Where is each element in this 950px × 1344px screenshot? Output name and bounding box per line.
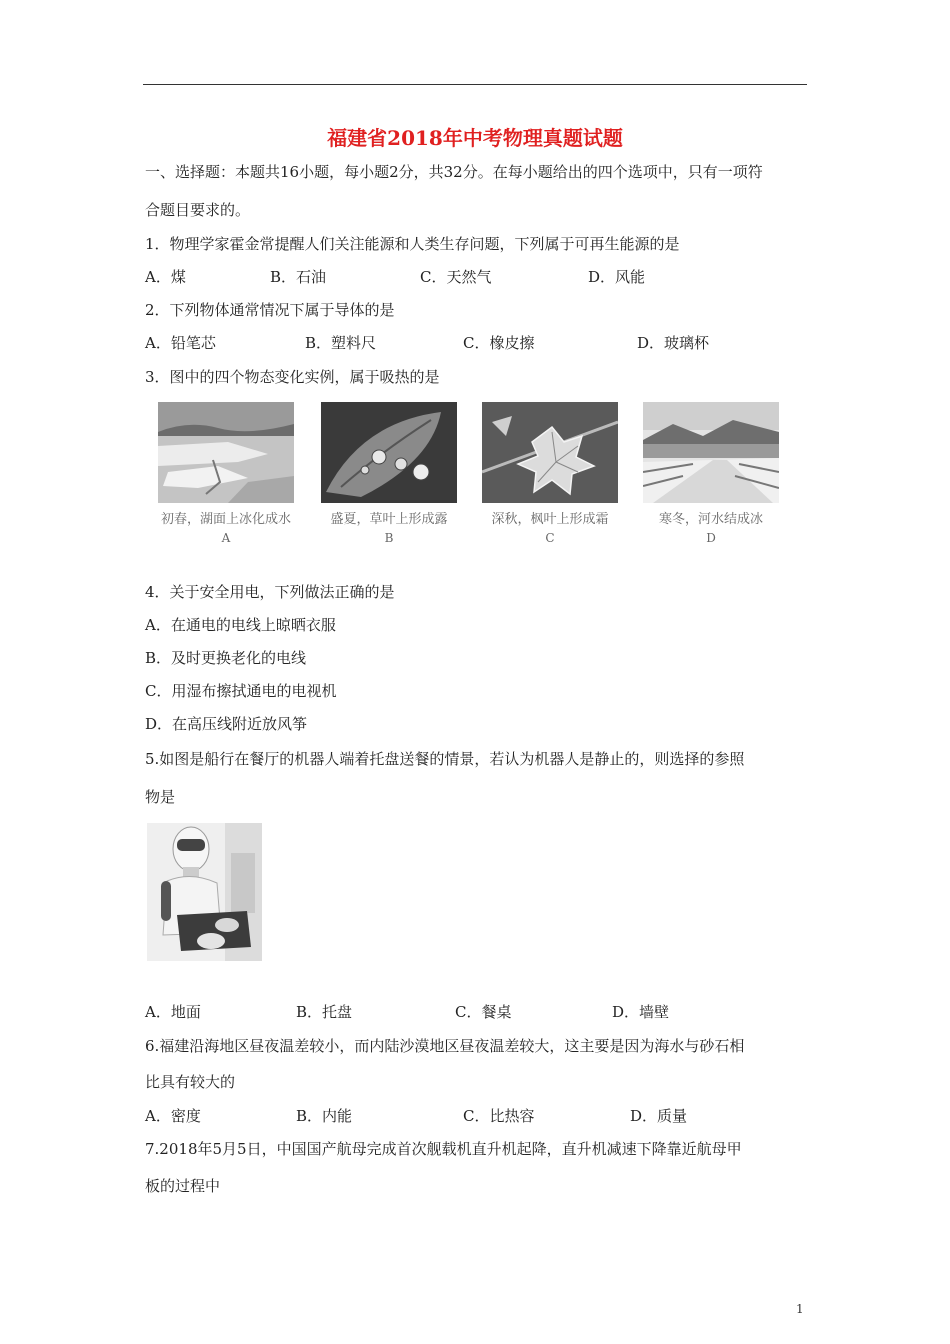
q3-stem: 3．图中的四个物态变化实例，属于吸热的是 [145,368,440,386]
q6-option-a: A．密度 [145,1107,201,1125]
photo-letter-c: C [545,531,555,545]
q1-option-c: C．天然气 [420,268,492,286]
section-header-line-2: 合题目要求的。 [145,201,251,219]
q2-stem: 2．下列物体通常情况下属于导体的是 [145,301,395,319]
caption-b: 盛夏，草叶上形成露 [330,512,448,527]
caption-a: 初春，湖面上冰化成水 [160,512,291,527]
q6-option-c: C．比热容 [463,1107,535,1125]
q2-option-b: B．塑料尺 [305,334,377,352]
header-rule [143,84,807,85]
section-header-line-1: 一、选择题：本题共16小题，每小题2分，共32分。在每小题给出的四个选项中，只有一项符 [145,163,763,181]
q4-option-a: A．在通电的电线上晾晒衣服 [145,616,336,634]
q2-option-d: D．玻璃杯 [637,334,710,352]
q5-stem-line-1: 5.如图是船行在餐厅的机器人端着托盘送餐的情景，若认为机器人是静止的，则选择的参照 [145,750,745,768]
q5-option-d: D．墙壁 [612,1003,670,1021]
q1-option-d: D．风能 [588,268,646,286]
q1-option-a: A．煤 [145,268,186,286]
photo-letter-b: B [384,531,394,545]
q5-option-a: A．地面 [145,1003,201,1021]
q4-option-d: D．在高压线附近放风筝 [145,715,308,733]
page-title: 福建省2018年中考物理真题试题 [327,126,623,150]
q4-stem: 4．关于安全用电，下列做法正确的是 [145,583,395,601]
q6-stem-line-1: 6.福建沿海地区昼夜温差较小，而内陆沙漠地区昼夜温差较大，这主要是因为海水与砂石相 [145,1037,745,1055]
q2-option-a: A．铅笔芯 [145,334,216,352]
photo-letter-d: D [706,531,716,545]
q4-option-c: C．用湿布擦拭通电的电视机 [145,682,337,700]
q2-option-c: C．橡皮擦 [463,334,535,352]
q6-option-b: B．内能 [296,1107,353,1125]
q5-option-c: C．餐桌 [455,1003,512,1021]
q4-option-b: B．及时更换老化的电线 [145,649,307,667]
q7-stem-line-1: 7.2018年5月5日，中国国产航母完成首次舰载机直升机起降，直升机减速下降靠近航母甲 [145,1140,742,1158]
q1-option-b: B．石油 [270,268,327,286]
photo-frost-on-leaf [482,402,618,503]
photo-dew-on-leaf [321,402,457,503]
caption-d: 寒冬，河水结成冰 [658,512,763,527]
q5-stem-line-2: 物是 [145,788,176,806]
q7-stem-line-2: 板的过程中 [145,1177,221,1195]
page-number: 1 [796,1302,804,1316]
photo-letter-a: A [221,531,231,545]
photo-river-freezing [643,402,779,503]
q6-stem-line-2: 比具有较大的 [145,1073,236,1091]
q1-stem: 1．物理学家霍金常提醒人们关注能源和人类生存问题，下列属于可再生能源的是 [145,235,680,253]
photo-lake-ice-melting [158,402,294,503]
q5-option-b: B．托盘 [296,1003,353,1021]
photo-serving-robot [147,823,262,961]
q6-option-d: D．质量 [630,1107,688,1125]
caption-c: 深秋，枫叶上形成霜 [491,512,609,527]
